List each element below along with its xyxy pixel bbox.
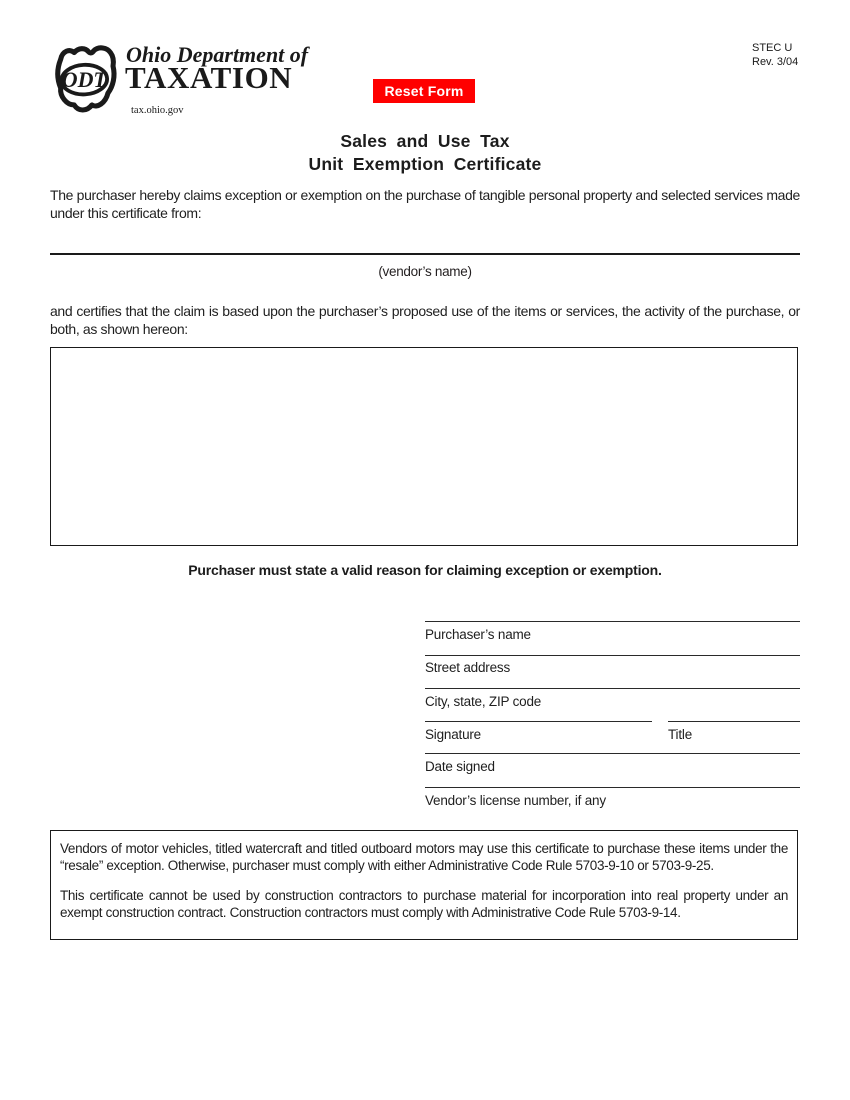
title-input[interactable] bbox=[668, 704, 800, 722]
logo-website: tax.ohio.gov bbox=[131, 105, 184, 116]
vendor-license-input[interactable] bbox=[425, 770, 800, 788]
city-state-zip-input[interactable] bbox=[425, 671, 800, 689]
logo-monogram: ODT bbox=[61, 67, 107, 93]
city-state-zip-label: City, state, ZIP code bbox=[425, 694, 542, 709]
form-meta bbox=[752, 42, 798, 69]
reason-instruction: Purchaser must state a valid reason for claiming exception or exemption. bbox=[188, 562, 662, 578]
title-label: Title bbox=[668, 727, 693, 742]
vendor-name-caption: (vendor’s name) bbox=[378, 264, 472, 279]
logo-agency-name: TAXATION bbox=[125, 60, 293, 95]
notice-paragraph-1: Vendors of motor vehicles, titled watercraft and titled outboard motors may use this certificate to purchase these items under the “resale” exception. Otherwise, purchaser must comply with either Administrative Code Rule 5703-9-10 or 5703-9-25. bbox=[60, 841, 788, 873]
form-revision: Rev. 3/04 bbox=[752, 55, 799, 68]
form-title-line1: Sales and Use Tax bbox=[340, 131, 510, 151]
certification-paragraph: and certifies that the claim is based upon the purchaser’s proposed use of the items or services, the activity of the purchase, or both, as shown hereon: bbox=[50, 303, 800, 337]
purchaser-name-input[interactable] bbox=[425, 604, 800, 622]
form-title-line2: Unit Exemption Certificate bbox=[308, 154, 542, 174]
ohio-outline-icon bbox=[48, 40, 124, 126]
signature-input[interactable] bbox=[425, 704, 652, 722]
street-address-label: Street address bbox=[425, 660, 510, 675]
vendor-license-label: Vendor’s license number, if any bbox=[425, 793, 606, 808]
form-code: STEC U bbox=[752, 42, 793, 54]
street-address-input[interactable] bbox=[425, 638, 800, 656]
signature-label: Signature bbox=[425, 727, 481, 742]
notice-box bbox=[50, 830, 798, 940]
intro-paragraph: The purchaser hereby claims exception or exemption on the purchase of tangible personal property and selected services made under this certificate from: bbox=[50, 187, 800, 221]
date-signed-label: Date signed bbox=[425, 759, 495, 774]
reset-form-button[interactable]: Reset Form bbox=[373, 79, 475, 103]
notice-paragraph-2: This certificate cannot be used by construction contractors to purchase material for incorporation into real property under an exempt construction contract. Construction contractors must comply with Administrative Code Rule 5703-9-14. bbox=[60, 888, 788, 920]
date-signed-input[interactable] bbox=[425, 736, 800, 754]
reason-textarea[interactable] bbox=[50, 347, 798, 546]
purchaser-name-label: Purchaser’s name bbox=[425, 627, 531, 642]
logo-department-line: Ohio Department of bbox=[126, 42, 309, 67]
vendor-name-input[interactable] bbox=[50, 235, 800, 255]
